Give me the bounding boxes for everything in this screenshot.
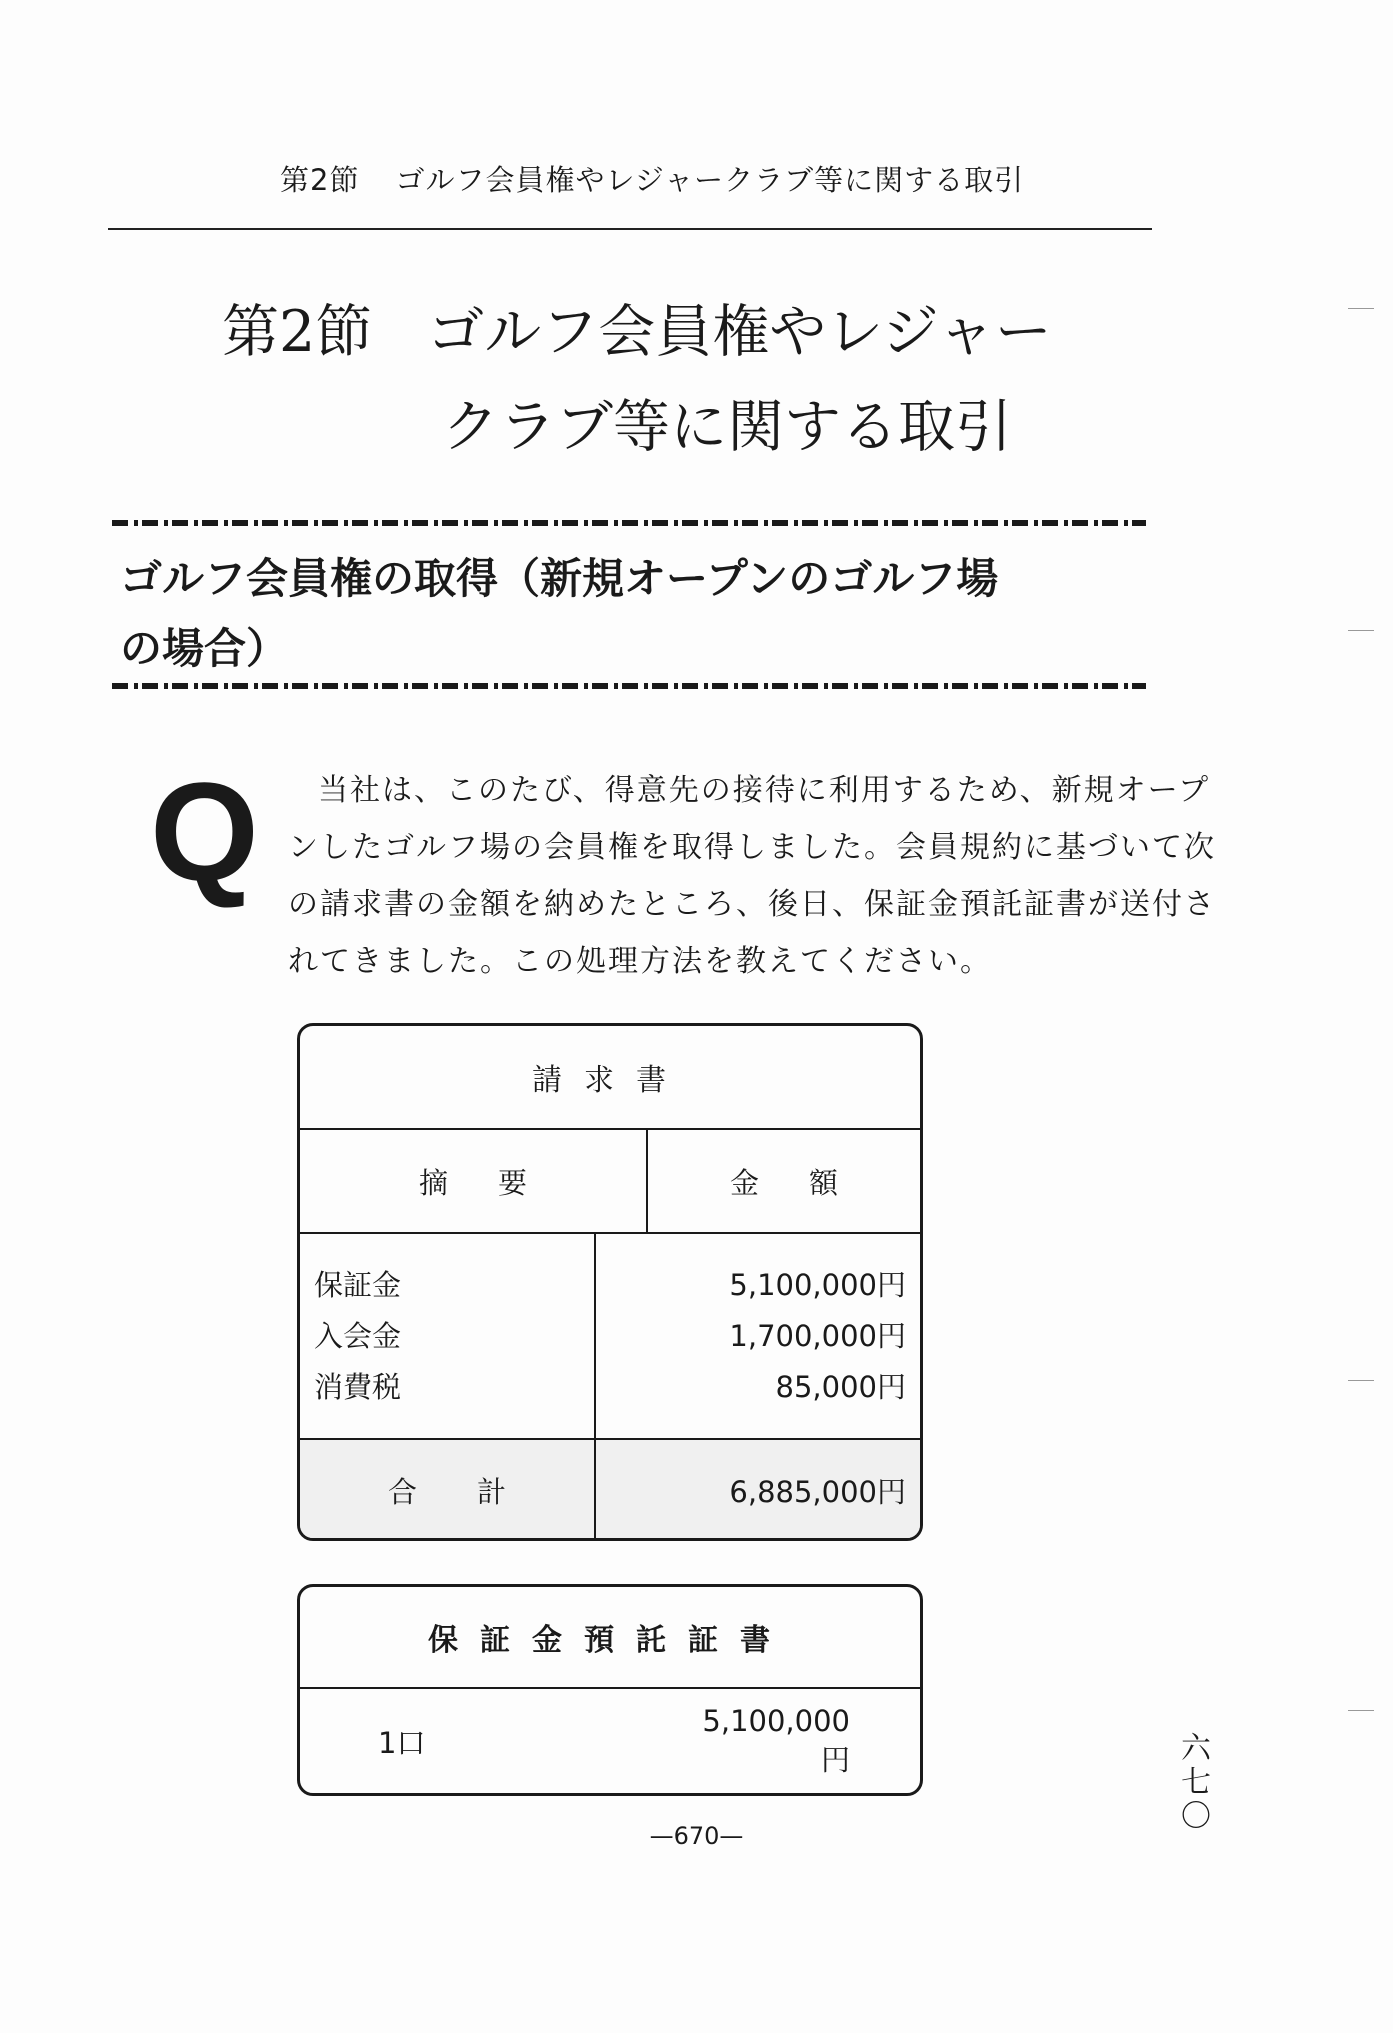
question-line: 当社は、このたび、得意先の接待に利用するため、新規オープ [318,773,1211,808]
deposit-certificate [297,1584,923,1796]
invoice-table [297,1023,923,1541]
side-page-number [1176,1732,1216,1834]
question-line: の請求書の金額を納めたところ、後日、保証金預託証書が送付さ [288,887,1216,922]
invoice-item-amount: 85,000円 [775,1370,906,1404]
invoice-items [300,1234,920,1440]
topic-top-rule [112,520,1146,526]
invoice-col-description: 摘要 [300,1130,648,1232]
question-line: れてきました。この処理方法を教えてください。 [288,944,992,979]
running-header-title: ゴルフ会員権やレジャークラブ等に関する取引 [395,163,1025,197]
side-number-char: 六 [1181,1731,1211,1766]
invoice-item-amount: 5,100,000円 [729,1268,906,1302]
topic-bottom-rule [112,683,1146,689]
certificate-body [300,1689,920,1793]
page-number: —670— [649,1822,744,1850]
invoice-total-row [300,1440,920,1540]
margin-mark [1348,1380,1374,1381]
question-text [288,762,1216,990]
chapter-title-line1: ゴルフ会員権やレジャー [427,299,1052,365]
side-number-char: 七 [1181,1765,1211,1800]
running-header-section: 第2節 [280,163,360,197]
certificate-units: 1口 [378,1725,426,1760]
margin-mark [1348,308,1374,309]
margin-mark [1348,1710,1374,1711]
invoice-item-label: 消費税 [314,1370,402,1404]
invoice-col-amount: 金額 [729,1165,888,1200]
invoice-header-row [300,1130,920,1234]
certificate-title: 保証金預託証書 [300,1587,920,1689]
question-line: ンしたゴルフ場の会員権を取得しました。会員規約に基づいて次 [288,830,1216,865]
question-mark: Q [150,753,259,910]
header-rule [108,228,1152,230]
invoice-total-amount: 6,885,000円 [729,1474,906,1509]
invoice-total-label: 合計 [300,1440,596,1540]
chapter-title [222,285,1052,475]
chapter-title-line2: クラブ等に関する取引 [442,394,1012,460]
topic-title-line2: の場合） [120,624,289,673]
side-number-char: 〇 [1181,1799,1211,1834]
invoice-title: 請求書 [300,1026,920,1130]
topic-title-line1: ゴルフ会員権の取得（新規オープンのゴルフ場 [120,554,999,603]
invoice-item-label: 保証金 [314,1268,402,1302]
invoice-item-amount: 1,700,000円 [729,1319,906,1353]
topic-title [120,544,998,684]
chapter-section: 第2節 [222,299,373,365]
invoice-item-label: 入会金 [314,1319,402,1353]
running-header [280,158,1024,199]
margin-mark [1348,630,1374,631]
certificate-amount: 5,100,000円 [702,1703,850,1777]
